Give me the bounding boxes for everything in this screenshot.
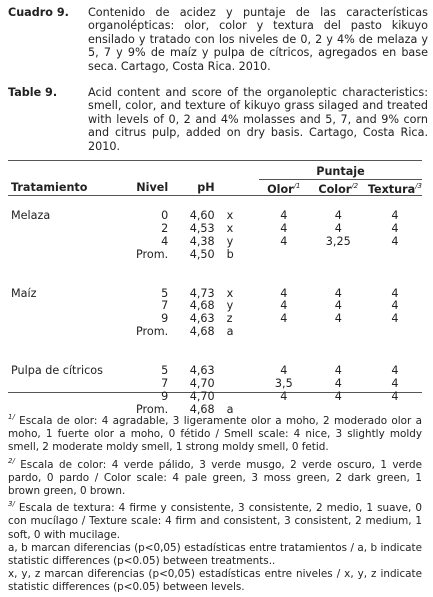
header-tratamiento: Tratamiento [11,180,88,194]
header-row-1 [8,165,422,180]
table-row: Prom. 4,68 a [136,402,234,416]
footnote: a, b marcan diferencias (p<0,05) estadísticas entre tratamientos / a, b indicate statistic differences (p<0.05) between treatments.. [8,541,422,568]
table-row: Melaza 0 4,60 x 4 4 4 [11,208,399,222]
table-row: Prom. 4,68 a [136,325,234,339]
table-row: 7 4,68 y 4 4 4 [161,299,399,313]
footnote: $^{3/}$ Escala de textura: 4 firme y consistente, 3 consistente, 2 medio, 1 suave, 0 con mucílago / Texture scale: 4 firm and consistent, 3 consistent, 2 medium, 1 soft, 0 with mucilage. [8,500,422,541]
caption-english-text: Acid content and score of the organoleptic characteristics: smell, color, and texture of kikuyo grass silaged and treated with levels of 0, 2 and 4% molasses and 5, 7, and 9% corn and citrus pulp, added on dry basis. Cartago, Costa Rica. 2010. [88,86,428,153]
footnote: x, y, z marcan diferencias (p<0,05) estadísticas entre niveles / x, y, z indicate statistic differences (p<0.05) between levels. [8,568,422,594]
table-row: Maíz 5 4,73 x 4 4 4 [11,286,399,300]
header-row-2 [8,180,422,197]
table-footnotes [8,411,422,595]
caption-english-label: Table 9. [8,86,58,99]
header-puntaje: Puntaje [259,165,422,180]
data-table [8,165,422,417]
table-row: 4 4,38 y 4 3,25 4 [161,234,399,248]
caption-spanish-label: Cuadro 9. [8,6,69,19]
table-row: Prom. 4,50 b [136,247,234,261]
caption-spanish-text: Contenido de acidez y puntaje de las características organolépticas: olor, color y textura del pasto kikuyo ensilado y tratado con los niveles de 0, 2 y 4% de melaza y 5, 7 y 9% de maíz y pulpa de cítricos, agregados en base seca. Cartago, Costa Rica. 2010. [88,6,428,73]
header-textura: Textura$^{/3}$ [367,182,422,196]
table-row: Pulpa de cítricos 5 4,63 4 4 4 [11,364,399,378]
footnote: $^{1/}$ Escala de olor: 4 agradable, 3 ligeramente olor a moho, 2 moderado olor a moho, 1 fuerte olor a moho, 0 fétido / Smell scale: 4 nice, 3 slightly moldy smell, 2 moderate moldy smell, 1 strong moldy smell, 0 fetid. [8,413,422,454]
header-olor: Olor$^{/1}$ [267,182,301,196]
footnote: $^{2/}$ Escala de color: 4 verde pálido, 3 verde musgo, 2 verde oscuro, 1 verde pardo, 0 pardo / Color scale: 4 pale green, 3 moss green, 2 dark green, 1 brown green, 0 brown. [8,456,422,498]
table-top-rule [8,160,422,161]
table-row: 9 4,70 4 4 4 [161,389,399,403]
table-row: 2 4,53 x 4 4 4 [161,221,399,235]
header-color: Color$^{/2}$ [318,182,359,196]
table-row: 9 4,63 z 4 4 4 [161,312,399,326]
header-ph: pH [197,180,215,194]
table-row: 7 4,70 3,5 4 4 [161,377,399,391]
header-nivel: Nivel [136,180,169,194]
